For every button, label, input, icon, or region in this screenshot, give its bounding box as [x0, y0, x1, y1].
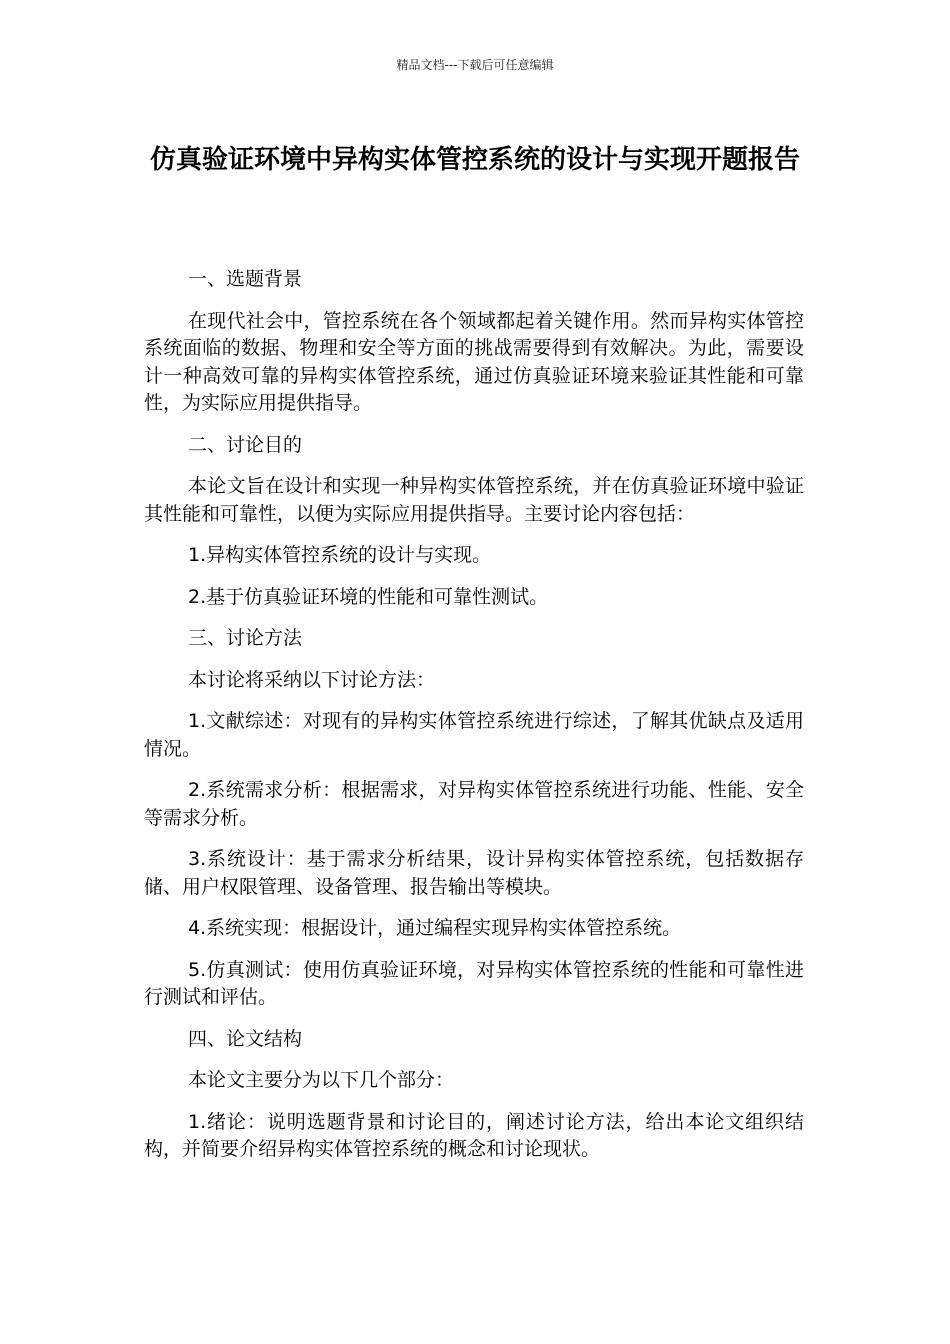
document-body [144, 266, 804, 1178]
list-item-method-1: 1.文献综述：对现有的异构实体管控系统进行综述，了解其优缺点及适用情况。 [144, 710, 804, 760]
list-item-purpose-1: 1.异构实体管控系统的设计与实现。 [188, 544, 492, 566]
paragraph-method-intro: 本讨论将采纳以下讨论方法： [188, 668, 436, 691]
list-item-method-2: 2.系统需求分析：根据需求，对异构实体管控系统进行功能、性能、安全等需求分析。 [144, 779, 804, 829]
list-item-purpose-2: 2.基于仿真验证环境的性能和可靠性测试。 [188, 585, 549, 608]
document-title: 仿真验证环境中异构实体管控系统的设计与实现开题报告 [149, 145, 800, 175]
paragraph-purpose: 本论文旨在设计和实现一种异构实体管控系统，并在仿真验证环境中验证其性能和可靠性，以便为实际应用提供指导。主要讨论内容包括： [144, 475, 804, 525]
section-heading-purpose: 二、讨论目的 [188, 433, 303, 456]
section-heading-structure: 四、论文结构 [188, 1027, 303, 1050]
section-heading-method: 三、讨论方法 [188, 627, 303, 649]
list-item-structure-1: 1.绪论：说明选题背景和讨论目的，阐述讨论方法，给出本论文组织结构，并简要介绍异构实体管控系统的概念和讨论现状。 [144, 1110, 804, 1160]
list-item-method-5: 5.仿真测试：使用仿真验证环境，对异构实体管控系统的性能和可靠性进行测试和评估。 [144, 958, 804, 1008]
list-item-method-4: 4.系统实现：根据设计，通过编程实现异构实体管控系统。 [188, 917, 682, 939]
list-item-method-3: 3.系统设计：基于需求分析结果，设计异构实体管控系统，包括数据存储、用户权限管理、设备管理、报告输出等模块。 [144, 848, 804, 898]
paragraph-background: 在现代社会中，管控系统在各个领域都起着关键作用。然而异构实体管控系统面临的数据、物理和安全等方面的挑战需要得到有效解决。为此，需要设计一种高效可靠的异构实体管控系统，通过仿真验证环境来验证其性能和可靠性，为实际应用提供指导。 [144, 309, 804, 414]
header-note: 精品文档---下载后可任意编辑 [396, 58, 554, 72]
paragraph-structure-intro: 本论文主要分为以下几个部分： [188, 1069, 455, 1091]
section-heading-background: 一、选题背景 [188, 268, 303, 290]
